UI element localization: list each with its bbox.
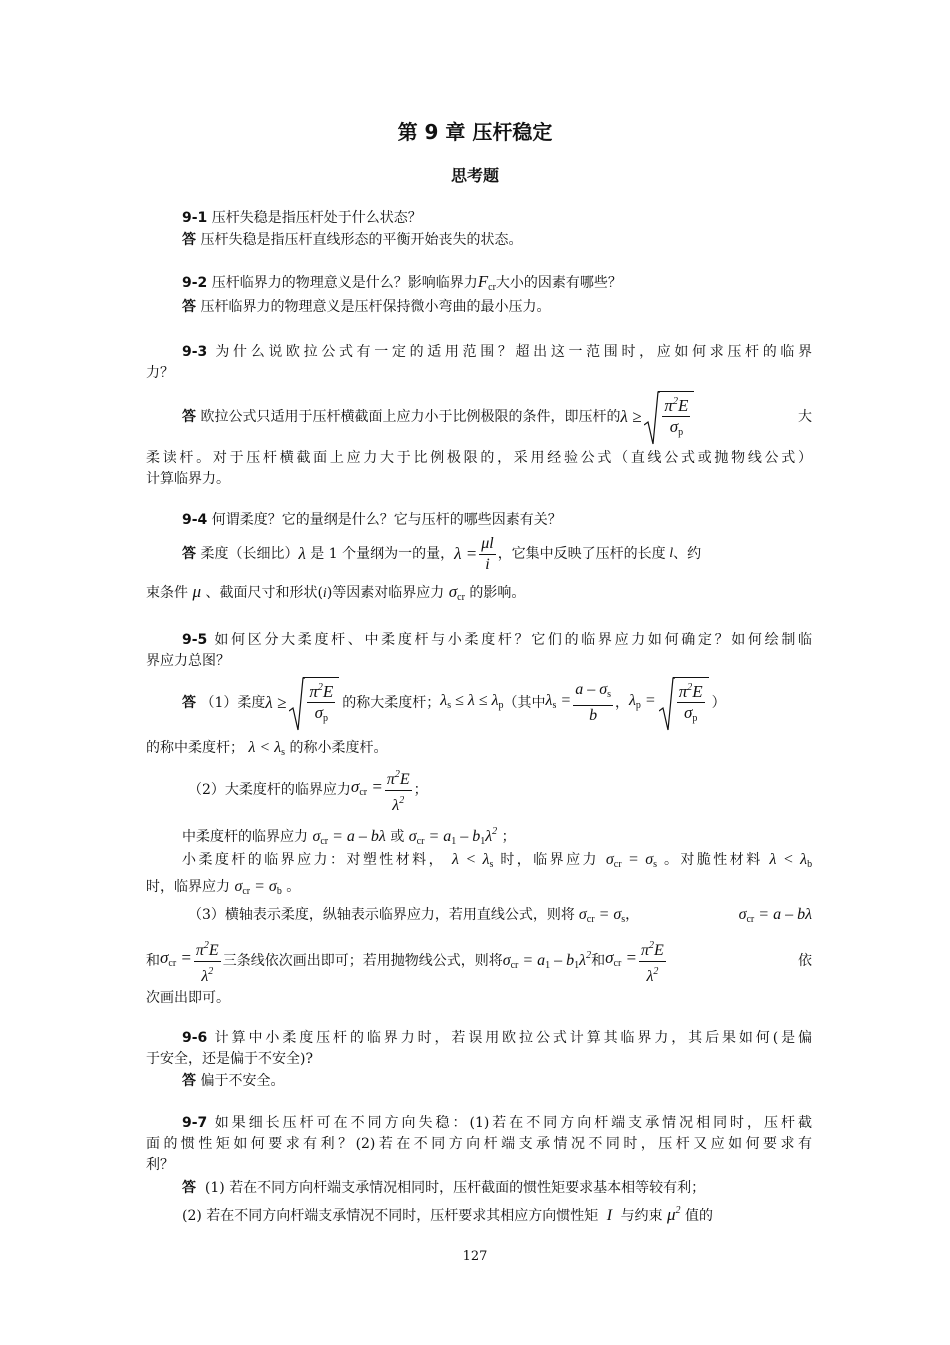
question-9-7-line1 [182, 1113, 812, 1133]
math-lambda: λ [298, 544, 306, 563]
math-a-minus-sigmas-over-b: $\frac{a - \sigma_s}{b}$ [575, 681, 611, 724]
math-linear-formula: $\sigma_{cr} = a - b\lambda$ [738, 906, 812, 925]
math-lambda-range: $\lambda_s \le \lambda \le \lambda_p$ [440, 691, 504, 711]
answer-text: ， [614, 695, 629, 711]
question-number: 9-5 [182, 632, 208, 648]
answer-9-5-line7 [188, 905, 812, 930]
question-text: 为什么说欧拉公式有一定的适用范围？超出这一范围时，应如何求压杆的临界 [215, 344, 812, 360]
answer-text: 值的 [684, 1208, 713, 1224]
answer-text: 时，临界应力 [146, 879, 230, 895]
answer-9-4-line1 [182, 530, 812, 578]
answer-9-3-line3: 计算临界力。 [146, 471, 230, 487]
answer-text: 三条线依次画出即可；若用抛物线公式，则将 [222, 953, 503, 969]
question-9-2 [182, 272, 812, 298]
answer-9-5-line5 [182, 850, 812, 875]
question-number: 9-7 [182, 1115, 208, 1131]
math-lambda-lt-lambda-s: $\lambda < \lambda_s$ [248, 739, 286, 758]
answer-text: 。 [286, 879, 301, 895]
math-sigma-cr: $\sigma_{cr}$ [448, 582, 465, 603]
answer-text: ） [711, 695, 726, 711]
math-sqrt-pi2E-over-sigmap-2: $\frac{\pi^2E}{\sigma_p}$ [659, 677, 709, 729]
math-mu: μ [192, 582, 201, 601]
question-text: 压杆临界力的物理意义是什么？影响临界力 [211, 275, 478, 291]
section-title: 思考题 [450, 166, 499, 185]
math-sigma-cr-eq-sigma-b: $\sigma_{cr} = \sigma_b$ [234, 878, 282, 897]
answer-text-end: 大 [798, 409, 812, 425]
answer-9-3-line2: 柔读杆。对于压杆横截面上应力大于比例极限的，采用经验公式（直线公式或抛物线公式） [146, 450, 812, 466]
answer-label: 答 [182, 695, 196, 711]
math-pi2E-over-lambda2: $\frac{\pi^2E}{\lambda^2}$ [194, 936, 221, 987]
math-Fcr: $F_{cr}$ [477, 272, 496, 293]
question-9-6-line2: 于安全，还是偏于不安全)? [146, 1051, 313, 1067]
answer-text: 偏于不安全。 [200, 1073, 285, 1089]
math-lambda-ge: λ ≥ [620, 407, 642, 426]
answer-text: 与约束 [620, 1208, 663, 1224]
answer-9-5-line8 [146, 936, 812, 986]
question-9-7-line3: 利？ [146, 1157, 174, 1173]
answer-text: )等因素对临界应力 [326, 585, 445, 601]
question-text: 压杆失稳是指压杆处于什么状态？ [211, 210, 422, 226]
answer-text: 中柔度杆的临界应力 [182, 829, 308, 845]
answer-9-5-line9: 次画出即可。 [146, 990, 230, 1006]
answer-text: （1）柔度 [200, 695, 266, 711]
answer-9-2 [182, 297, 812, 317]
answer-text: （2）大柔度杆的临界应力 [188, 782, 351, 798]
math-I: I [602, 1207, 617, 1224]
math-sigma-cr-eq: $\sigma_{cr}$ = [160, 948, 192, 969]
question-9-5-line1 [182, 630, 812, 650]
answer-text: 小柔度杆的临界应力：对塑性材料， [182, 852, 446, 868]
answer-text: （3）横轴表示柔度，纵轴表示临界应力，若用直线公式，则将 [188, 907, 575, 923]
question-text: 如何区分大柔度杆、中柔度杆与小柔度杆？它们的临界应力如何确定？如何绘制临 [214, 632, 812, 648]
answer-text: （其中 [503, 695, 546, 711]
question-9-1 [182, 208, 812, 228]
answer-label: 答 [182, 1180, 196, 1196]
answer-text: ，它集中反映了压杆的长度 [497, 546, 666, 562]
math-mul-over-i: $\frac{\mu l}{i}$ [481, 534, 494, 573]
question-number: 9-3 [182, 344, 208, 360]
answer-text: 和 [591, 953, 606, 969]
answer-text: 和 [146, 953, 160, 969]
answer-text: 的称中柔度杆； [146, 740, 244, 756]
answer-label: 答 [182, 546, 196, 562]
answer-9-5-line4 [182, 822, 812, 852]
question-text: 何谓柔度？它的量纲是什么？它与压杆的哪些因素有关？ [211, 512, 562, 528]
math-pi2E-over-lambda2: $\frac{\pi^2E}{\lambda^2}$ [639, 936, 666, 987]
math-i: i [322, 586, 327, 601]
answer-label: 答 [182, 299, 196, 315]
question-number: 9-1 [182, 210, 208, 226]
answer-text: ， [625, 907, 640, 923]
answer-text: 时，临界应力 [500, 852, 599, 868]
math-parabolic-formula: $\sigma_{cr} = a_1 - b_1\lambda^2$ [502, 950, 592, 971]
question-text: 计算中小柔度压杆的临界力时，若误用欧拉公式计算其临界力，其后果如何(是偏 [214, 1030, 813, 1046]
answer-text: 压杆临界力的物理意义是压杆保持微小弯曲的最小压力。 [200, 299, 551, 315]
answer-9-5-line2 [146, 738, 812, 763]
answer-text: 或 [390, 829, 405, 845]
answer-text: 是 1 个量纲为一的量， [310, 546, 455, 562]
question-number: 9-2 [182, 275, 208, 291]
answer-text: 依 [798, 953, 812, 969]
question-9-4 [182, 510, 812, 530]
answer-text: 束条件 [146, 585, 188, 601]
math-sqrt-pi2E-over-sigmap: $\frac{\pi^2E}{\sigma_p}$ [644, 391, 694, 443]
math-sigma-cr-eq: $\sigma_{cr}$ = [350, 777, 383, 798]
answer-label: 答 [182, 1073, 196, 1089]
answer-9-6 [182, 1071, 812, 1091]
math-lambda-ge: λ ≥ [265, 693, 287, 712]
math-lambda-p-eq: $\lambda_p$ = [628, 691, 656, 711]
chapter-title: 第 9 章 压杆稳定 [397, 120, 553, 144]
answer-text: ； [413, 782, 428, 798]
answer-9-4-line2 [146, 582, 812, 608]
question-9-3-line1 [182, 342, 812, 362]
answer-9-5-line1 [182, 674, 812, 732]
answer-9-3-line1 [182, 390, 812, 444]
answer-label: 答 [182, 409, 196, 425]
question-9-7-line2: 面的惯性矩如何要求有利？(2)若在不同方向杆端支承情况不同时，压杆又应如何要求有 [146, 1136, 812, 1152]
math-lambda-lt-lambda-b: $\lambda < \lambda_b$ [769, 851, 813, 870]
answer-text: 的称小柔度杆。 [289, 740, 388, 756]
answer-9-1 [182, 230, 812, 250]
answer-text: (2) 若在不同方向杆端支承情况不同时，压杆要求其相应方向惯性矩 [182, 1208, 599, 1224]
answer-text: (1) 若在不同方向杆端支承情况相同时，压杆截面的惯性矩要求基本相等较有利； [204, 1180, 706, 1196]
answer-text: 压杆失稳是指压杆直线形态的平衡开始丧失的状态。 [200, 232, 523, 248]
answer-label: 答 [182, 232, 196, 248]
math-lambda-s-eq: $\lambda_s$ = [545, 691, 572, 711]
question-9-5-line2: 界应力总图？ [146, 653, 230, 669]
question-text: 如果细长压杆可在不同方向失稳：(1)若在不同方向杆端支承情况相同时，压杆截 [214, 1115, 812, 1131]
math-l: l [665, 546, 674, 561]
answer-text: ； [501, 829, 516, 845]
math-lambda-eq: λ = [454, 544, 478, 563]
math-linear-formula: $\sigma_{cr} = a - b\lambda$ [312, 828, 386, 847]
math-parabolic-formula: $\sigma_{cr} = a_1 - b_1\lambda^2$ [408, 826, 498, 847]
math-lambda-lt-lambda-s: $\lambda < \lambda_s$ [451, 851, 494, 870]
answer-9-5-line6 [146, 877, 812, 902]
answer-text: 欧拉公式只适用于压杆横截面上应力小于比例极限的条件，即压杆的 [200, 409, 621, 425]
answer-9-7-line2 [182, 1201, 812, 1226]
question-number: 9-6 [182, 1030, 208, 1046]
math-sigma-cr-eq-sigma-s: $\sigma_{cr} = \sigma_s$ [574, 906, 626, 925]
answer-text: 。对脆性材料 [663, 852, 763, 868]
answer-text: 、截面尺寸和形状( [205, 585, 323, 601]
answer-9-5-line3 [188, 766, 812, 814]
question-9-6-line1 [182, 1028, 812, 1048]
question-9-3-line2: 力？ [146, 365, 174, 381]
answer-text: 、约 [673, 546, 702, 562]
answer-text: 的称大柔度杆； [342, 695, 441, 711]
math-pi2E-over-lambda2: $\frac{\pi^2E}{\lambda^2}$ [385, 765, 412, 816]
math-sigma-cr-eq-sigma-s: $\sigma_{cr} = \sigma_s$ [605, 851, 658, 870]
answer-text: 的影响。 [469, 585, 526, 601]
math-mu-squared: $\mu^2$ [666, 1205, 681, 1224]
question-text-end: 大小的因素有哪些？ [495, 275, 622, 291]
page-number: 127 [462, 1249, 488, 1264]
answer-9-7-line1 [182, 1178, 812, 1198]
answer-text: 柔度（长细比） [200, 546, 299, 562]
math-sigma-cr-eq: $\sigma_{cr}$ = [605, 948, 638, 969]
math-sqrt-pi2E-over-sigmap: $\frac{\pi^2E}{\sigma_p}$ [289, 677, 339, 729]
question-number: 9-4 [182, 512, 208, 528]
